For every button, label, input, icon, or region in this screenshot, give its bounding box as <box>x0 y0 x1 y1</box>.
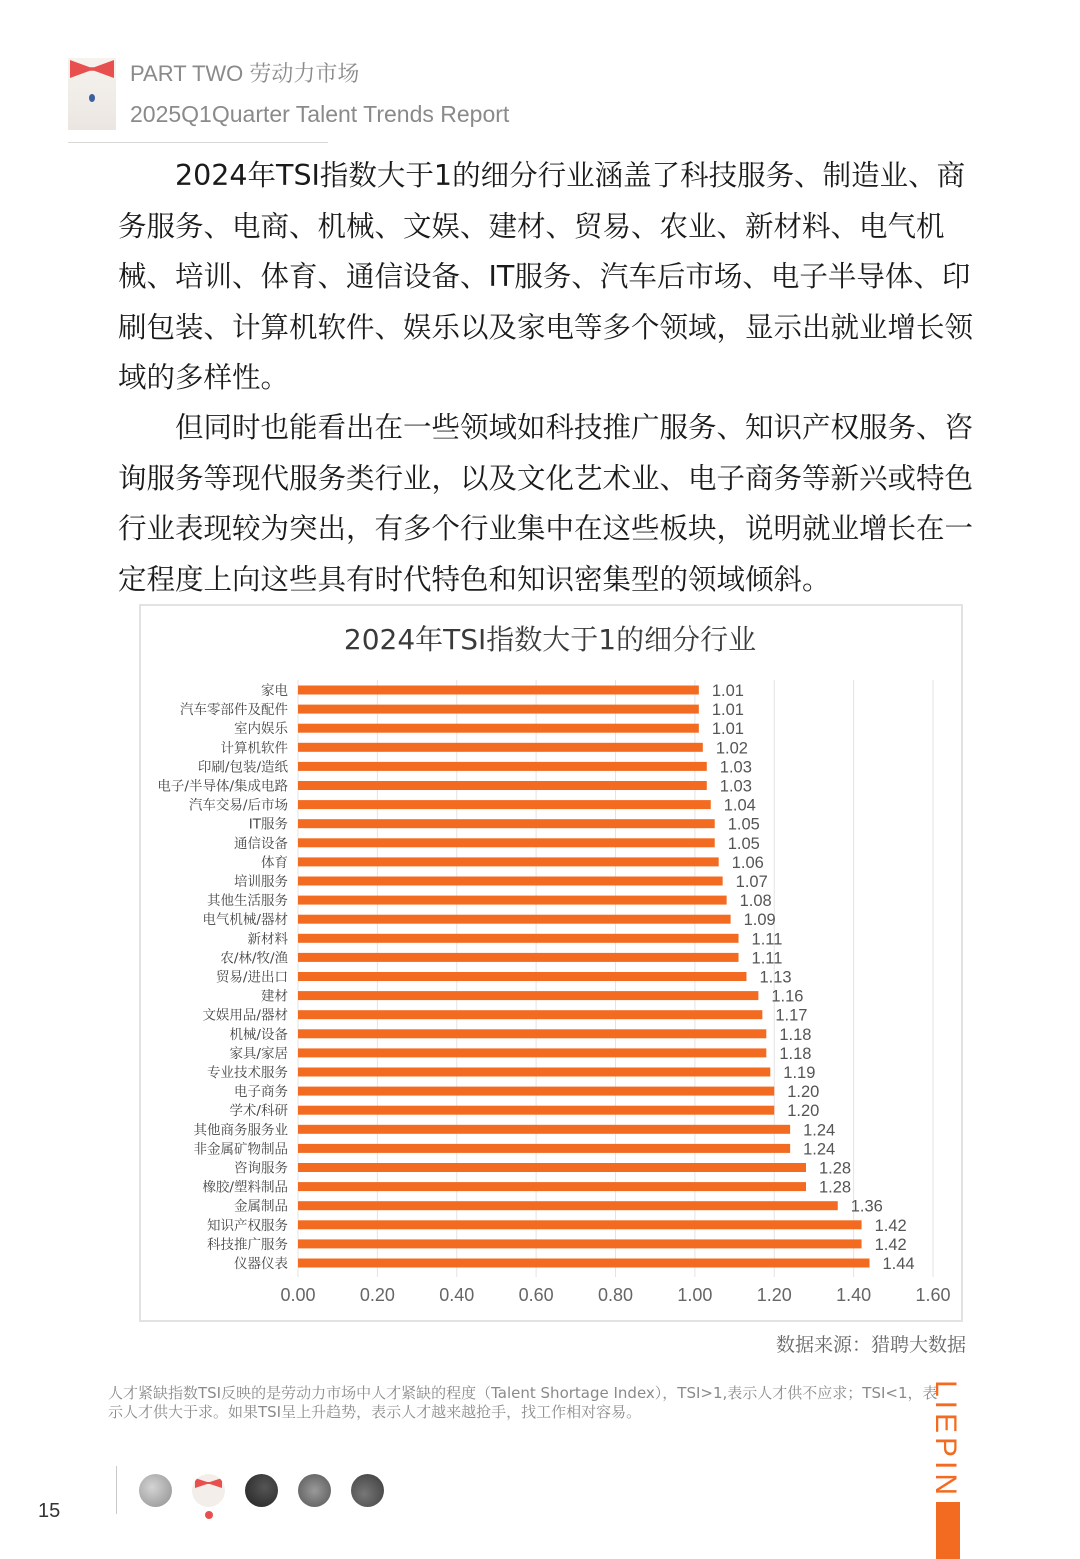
nav-thumbnail-5[interactable] <box>351 1474 384 1507</box>
x-tick-label: 1.00 <box>677 1285 713 1305</box>
category-label: 机械/设备 <box>229 1026 288 1043</box>
x-tick-label: 1.60 <box>915 1285 951 1305</box>
bar <box>298 800 711 809</box>
bar <box>298 838 715 847</box>
bar <box>298 857 719 866</box>
data-label: 1.11 <box>751 949 783 968</box>
data-label: 1.09 <box>743 911 776 930</box>
bar <box>298 934 739 943</box>
data-label: 1.03 <box>719 777 752 796</box>
brand-logo <box>926 1380 966 1500</box>
category-label: 其他生活服务 <box>207 893 288 910</box>
data-label: 1.19 <box>783 1064 816 1082</box>
category-label: 橡胶/塑料制品 <box>202 1179 288 1196</box>
bar <box>298 781 707 790</box>
bar <box>298 724 699 733</box>
category-label: 专业技术服务 <box>207 1065 288 1081</box>
bar <box>298 1182 806 1191</box>
data-label: 1.36 <box>850 1197 883 1216</box>
category-label: 印刷/包装/造纸 <box>197 759 288 776</box>
category-label: 科技推广服务 <box>207 1236 288 1253</box>
body-paragraph-2: 但同时也能看出在一些领域如科技推广服务、知识产权服务、咨询服务等现代服务类行业，以及文化艺术业、电子商务等新兴或特色行业表现较为突出，有多个行业集中在这些板块，说明就业增长在一定程度上向这些具有时代特色和知识密集型的领域倾斜。 <box>118 411 974 596</box>
bar <box>298 915 731 924</box>
category-label: 电子/半导体/集成电路 <box>157 778 288 795</box>
nav-thumbnail-4[interactable] <box>298 1474 331 1507</box>
x-tick-label: 0.00 <box>280 1285 316 1305</box>
data-label: 1.05 <box>727 834 760 853</box>
data-label: 1.13 <box>759 968 792 987</box>
data-label: 1.24 <box>803 1121 836 1140</box>
category-label: 知识产权服务 <box>207 1217 288 1234</box>
bar <box>298 877 723 886</box>
bar <box>298 1220 862 1229</box>
x-tick-label: 0.20 <box>359 1285 395 1305</box>
brand-bar <box>936 1502 960 1559</box>
data-label: 1.06 <box>731 853 764 872</box>
bar <box>298 705 699 714</box>
bar <box>298 1029 766 1038</box>
data-label: 1.07 <box>735 873 768 891</box>
category-label: 电子商务 <box>234 1084 288 1101</box>
data-label: 1.17 <box>775 1006 808 1025</box>
header-report-title: 2025Q1Quarter Talent Trends Report <box>130 101 510 127</box>
data-label: 1.11 <box>751 930 783 949</box>
x-tick-label: 0.80 <box>597 1285 634 1305</box>
data-label: 1.03 <box>719 758 752 777</box>
bar <box>298 1259 870 1268</box>
data-source: 数据来源：猎聘大数据 <box>775 1334 966 1356</box>
category-label: 学术/科研 <box>229 1103 288 1120</box>
page-number: 15 <box>38 1500 61 1522</box>
nav-thumbnail-3[interactable] <box>245 1474 278 1507</box>
bar <box>298 972 746 981</box>
nav-thumbnail-1[interactable] <box>139 1474 172 1507</box>
bar <box>298 762 707 771</box>
chart-title: 2024年TSI指数大于1的细分行业 <box>343 623 757 656</box>
bar <box>298 1239 862 1248</box>
category-label: 室内娱乐 <box>234 721 288 738</box>
category-label: 通信设备 <box>234 835 288 852</box>
active-page-indicator <box>205 1511 213 1519</box>
bar <box>298 1201 838 1210</box>
data-label: 1.44 <box>882 1255 915 1273</box>
category-label: 其他商务服务业 <box>193 1122 288 1139</box>
category-label: 农/林/牧/渔 <box>220 950 288 967</box>
category-label: 汽车零部件及配件 <box>180 702 288 719</box>
bar <box>298 896 727 905</box>
bar <box>298 1163 806 1172</box>
data-label: 1.18 <box>779 1044 812 1063</box>
data-label: 1.42 <box>874 1216 907 1235</box>
category-label: 计算机软件 <box>220 740 288 757</box>
data-label: 1.08 <box>739 892 772 911</box>
category-label: 文娱用品/器材 <box>202 1007 288 1024</box>
bar <box>298 1010 762 1019</box>
category-label: 金属制品 <box>234 1198 288 1215</box>
brand-text: LIEPIN <box>929 1380 962 1500</box>
category-label: IT服务 <box>248 816 288 833</box>
bar <box>298 1144 790 1153</box>
bar <box>298 1068 770 1077</box>
footer-divider <box>116 1466 117 1514</box>
category-label: 培训服务 <box>234 874 288 890</box>
data-label: 1.02 <box>715 739 748 758</box>
category-label: 仪器仪表 <box>234 1256 288 1272</box>
body-paragraph-1: 2024年TSI指数大于1的细分行业涵盖了科技服务、制造业、商务服务、电商、机械、文娱、建材、贸易、农业、新材料、电气机械、培训、体育、通信设备、IT服务、汽车后市场、电子半导体、印刷包装、计算机软件、娱乐以及家电等多个领域，显示出就业增长领域的多样性。 <box>118 159 974 394</box>
category-label: 贸易/进出口 <box>215 969 288 986</box>
category-label: 咨询服务 <box>234 1160 288 1177</box>
category-label: 汽车交易/后市场 <box>188 797 288 814</box>
category-label: 电气机械/器材 <box>202 912 288 929</box>
category-label: 家电 <box>261 683 288 699</box>
data-label: 1.16 <box>771 987 804 1006</box>
data-label: 1.04 <box>723 796 756 815</box>
data-label: 1.42 <box>874 1235 907 1254</box>
x-tick-label: 0.40 <box>439 1285 475 1305</box>
bar <box>298 743 703 752</box>
data-label: 1.01 <box>711 701 744 720</box>
data-label: 1.01 <box>711 720 744 739</box>
nav-thumbnail-2[interactable] <box>192 1474 225 1507</box>
x-tick-label: 1.40 <box>836 1285 872 1305</box>
category-label: 新材料 <box>247 931 288 948</box>
category-label: 非金属矿物制品 <box>193 1141 288 1158</box>
footnote: 人才紧缺指数TSI反映的是劳动力市场中人才紧缺的程度（Talent Shortage Index），TSI>1,表示人才供不应求；TSI<1，表示人才供大于求。如果TSI呈上升趋势，表示人才越来越抢手，找工作相对容易。 <box>108 1384 938 1421</box>
bar <box>298 991 758 1000</box>
category-label: 建材 <box>261 988 288 1005</box>
data-label: 1.24 <box>803 1140 836 1159</box>
data-label: 1.18 <box>779 1025 812 1044</box>
data-label: 1.28 <box>819 1159 852 1178</box>
category-label: 家具/家居 <box>229 1045 288 1062</box>
bar <box>298 686 699 695</box>
x-tick-label: 1.20 <box>756 1285 792 1305</box>
bar <box>298 953 739 962</box>
data-label: 1.20 <box>787 1083 820 1102</box>
data-label: 1.20 <box>787 1102 820 1121</box>
data-label: 1.28 <box>819 1178 852 1197</box>
header-section-title: PART TWO 劳动力市场 <box>130 61 360 86</box>
category-label: 体育 <box>261 854 288 871</box>
bar <box>298 819 715 828</box>
data-label: 1.05 <box>727 815 760 834</box>
bar <box>298 1106 774 1115</box>
bar <box>298 1048 766 1057</box>
bar <box>298 1087 774 1096</box>
x-tick-label: 0.60 <box>518 1285 554 1305</box>
data-label: 1.01 <box>711 682 744 700</box>
bar <box>298 1125 790 1134</box>
